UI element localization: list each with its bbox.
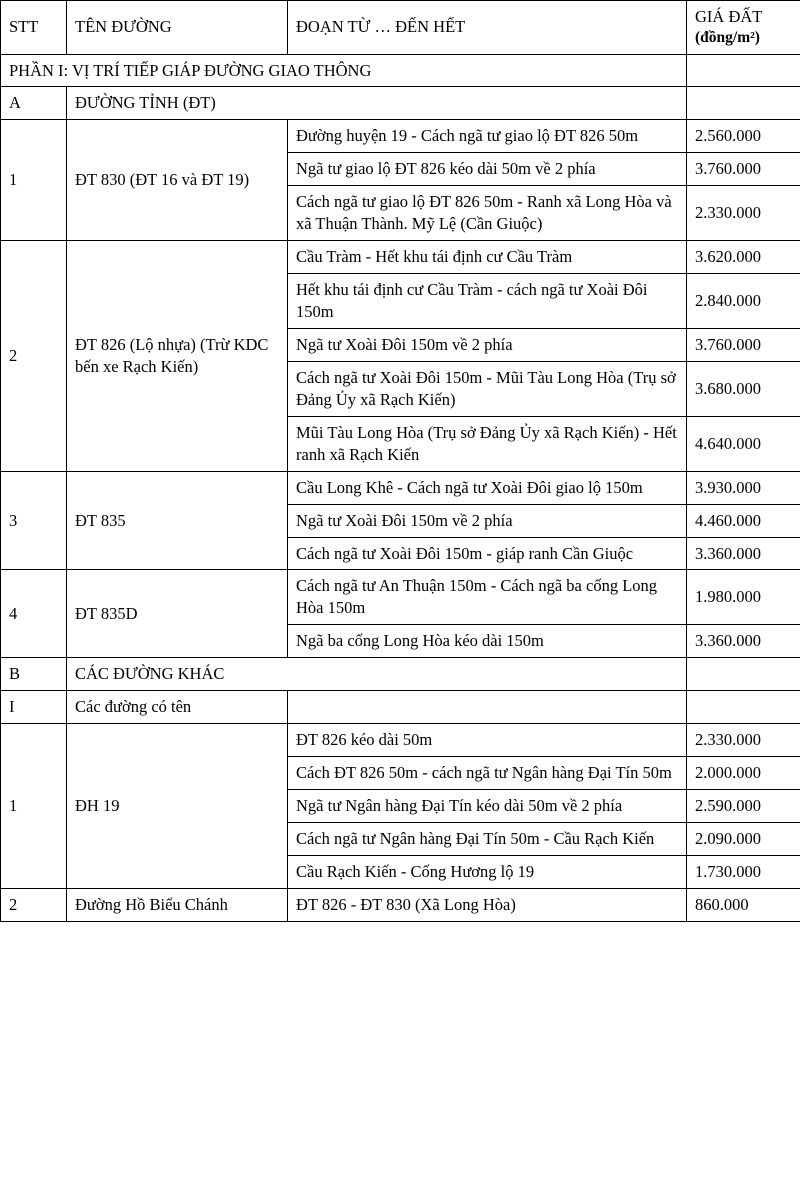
segment-description: Ngã tư Xoài Đôi 150m về 2 phía	[288, 504, 687, 537]
table-row	[1, 570, 800, 625]
table-header	[1, 1, 800, 55]
part-heading-price-cell	[687, 54, 800, 87]
segment-price: 3.760.000	[687, 328, 800, 361]
segment-price: 3.360.000	[687, 625, 800, 658]
road-name: ĐT 830 (ĐT 16 và ĐT 19)	[67, 120, 288, 241]
road-stt: 1	[1, 120, 67, 241]
header-row	[1, 1, 800, 55]
road-name: ĐT 835D	[67, 570, 288, 658]
segment-description: Ngã tư giao lộ ĐT 826 kéo dài 50m về 2 phía	[288, 153, 687, 186]
table-row	[1, 888, 800, 921]
segment-description: Cách ngã tư giao lộ ĐT 826 50m - Ranh xã Long Hòa và xã Thuận Thành. Mỹ Lệ (Cần Giuộc)	[288, 186, 687, 241]
segment-description: ĐT 826 - ĐT 830 (Xã Long Hòa)	[288, 888, 687, 921]
segment-price: 2.560.000	[687, 120, 800, 153]
section-price-cell	[687, 87, 800, 120]
segment-price: 2.090.000	[687, 822, 800, 855]
segment-description: ĐT 826 kéo dài 50m	[288, 724, 687, 757]
road-stt: 3	[1, 471, 67, 570]
table-row	[1, 241, 800, 274]
road-stt: 1	[1, 724, 67, 889]
segment-price: 1.730.000	[687, 855, 800, 888]
subsection-price-cell	[687, 691, 800, 724]
section-title: ĐƯỜNG TỈNH (ĐT)	[67, 87, 687, 120]
segment-price: 2.590.000	[687, 790, 800, 823]
subsection-heading-row	[1, 691, 800, 724]
road-name: Đường Hồ Biểu Chánh	[67, 888, 288, 921]
road-name: ĐT 826 (Lộ nhựa) (Trừ KDC bến xe Rạch Kiến)	[67, 241, 288, 472]
part-heading-text: PHẦN I: VỊ TRÍ TIẾP GIÁP ĐƯỜNG GIAO THÔNG	[1, 54, 687, 87]
segment-description: Cầu Rạch Kiến - Cống Hương lộ 19	[288, 855, 687, 888]
road-name: ĐH 19	[67, 724, 288, 889]
column-header-segment: ĐOẠN TỪ … ĐẾN HẾT	[288, 1, 687, 55]
subsection-segment-cell	[288, 691, 687, 724]
section-heading-row	[1, 658, 800, 691]
segment-price: 2.000.000	[687, 757, 800, 790]
segment-price: 2.840.000	[687, 274, 800, 329]
segment-description: Ngã tư Ngân hàng Đại Tín kéo dài 50m về 2 phía	[288, 790, 687, 823]
segment-description: Ngã tư Xoài Đôi 150m về 2 phía	[288, 328, 687, 361]
segment-description: Mũi Tàu Long Hòa (Trụ sở Đảng Ủy xã Rạch Kiến) - Hết ranh xã Rạch Kiến	[288, 416, 687, 471]
subsection-title: Các đường có tên	[67, 691, 288, 724]
segment-price: 4.460.000	[687, 504, 800, 537]
road-stt: 2	[1, 241, 67, 472]
segment-price: 3.760.000	[687, 153, 800, 186]
segment-description: Cầu Tràm - Hết khu tái định cư Cầu Tràm	[288, 241, 687, 274]
segment-price: 3.930.000	[687, 471, 800, 504]
segment-price: 860.000	[687, 888, 800, 921]
segment-price: 1.980.000	[687, 570, 800, 625]
table-row	[1, 724, 800, 757]
segment-description: Cách ngã tư Xoài Đôi 150m - giáp ranh Cần Giuộc	[288, 537, 687, 570]
subsection-numeral: I	[1, 691, 67, 724]
column-header-price	[687, 1, 800, 55]
segment-price: 3.360.000	[687, 537, 800, 570]
segment-description: Đường huyện 19 - Cách ngã tư giao lộ ĐT 826 50m	[288, 120, 687, 153]
segment-description: Cầu Long Khê - Cách ngã tư Xoài Đôi giao lộ 150m	[288, 471, 687, 504]
table-row	[1, 120, 800, 153]
segment-description: Ngã ba cống Long Hòa kéo dài 150m	[288, 625, 687, 658]
segment-description: Cách ngã tư Xoài Đôi 150m - Mũi Tàu Long Hòa (Trụ sở Đảng Ủy xã Rạch Kiến)	[288, 361, 687, 416]
section-letter: B	[1, 658, 67, 691]
road-stt: 2	[1, 888, 67, 921]
column-header-stt: STT	[1, 1, 67, 55]
section-heading-row	[1, 87, 800, 120]
column-header-price-label: GIÁ ĐẤT	[695, 7, 763, 26]
section-title: CÁC ĐƯỜNG KHÁC	[67, 658, 687, 691]
segment-description: Cách ĐT 826 50m - cách ngã tư Ngân hàng Đại Tín 50m	[288, 757, 687, 790]
segment-price: 4.640.000	[687, 416, 800, 471]
part-heading-row	[1, 54, 800, 87]
section-price-cell	[687, 658, 800, 691]
segment-price: 3.620.000	[687, 241, 800, 274]
table-row	[1, 471, 800, 504]
segment-price: 2.330.000	[687, 724, 800, 757]
column-header-price-unit: (đồng/m²)	[695, 28, 760, 46]
column-header-road-name: TÊN ĐƯỜNG	[67, 1, 288, 55]
segment-description: Cách ngã tư Ngân hàng Đại Tín 50m - Cầu Rạch Kiến	[288, 822, 687, 855]
road-stt: 4	[1, 570, 67, 658]
section-letter: A	[1, 87, 67, 120]
road-name: ĐT 835	[67, 471, 288, 570]
segment-description: Hết khu tái định cư Cầu Tràm - cách ngã tư Xoài Đôi 150m	[288, 274, 687, 329]
segment-price: 3.680.000	[687, 361, 800, 416]
segment-description: Cách ngã tư An Thuận 150m - Cách ngã ba cống Long Hòa 150m	[288, 570, 687, 625]
segment-price: 2.330.000	[687, 186, 800, 241]
table-body	[1, 54, 800, 921]
